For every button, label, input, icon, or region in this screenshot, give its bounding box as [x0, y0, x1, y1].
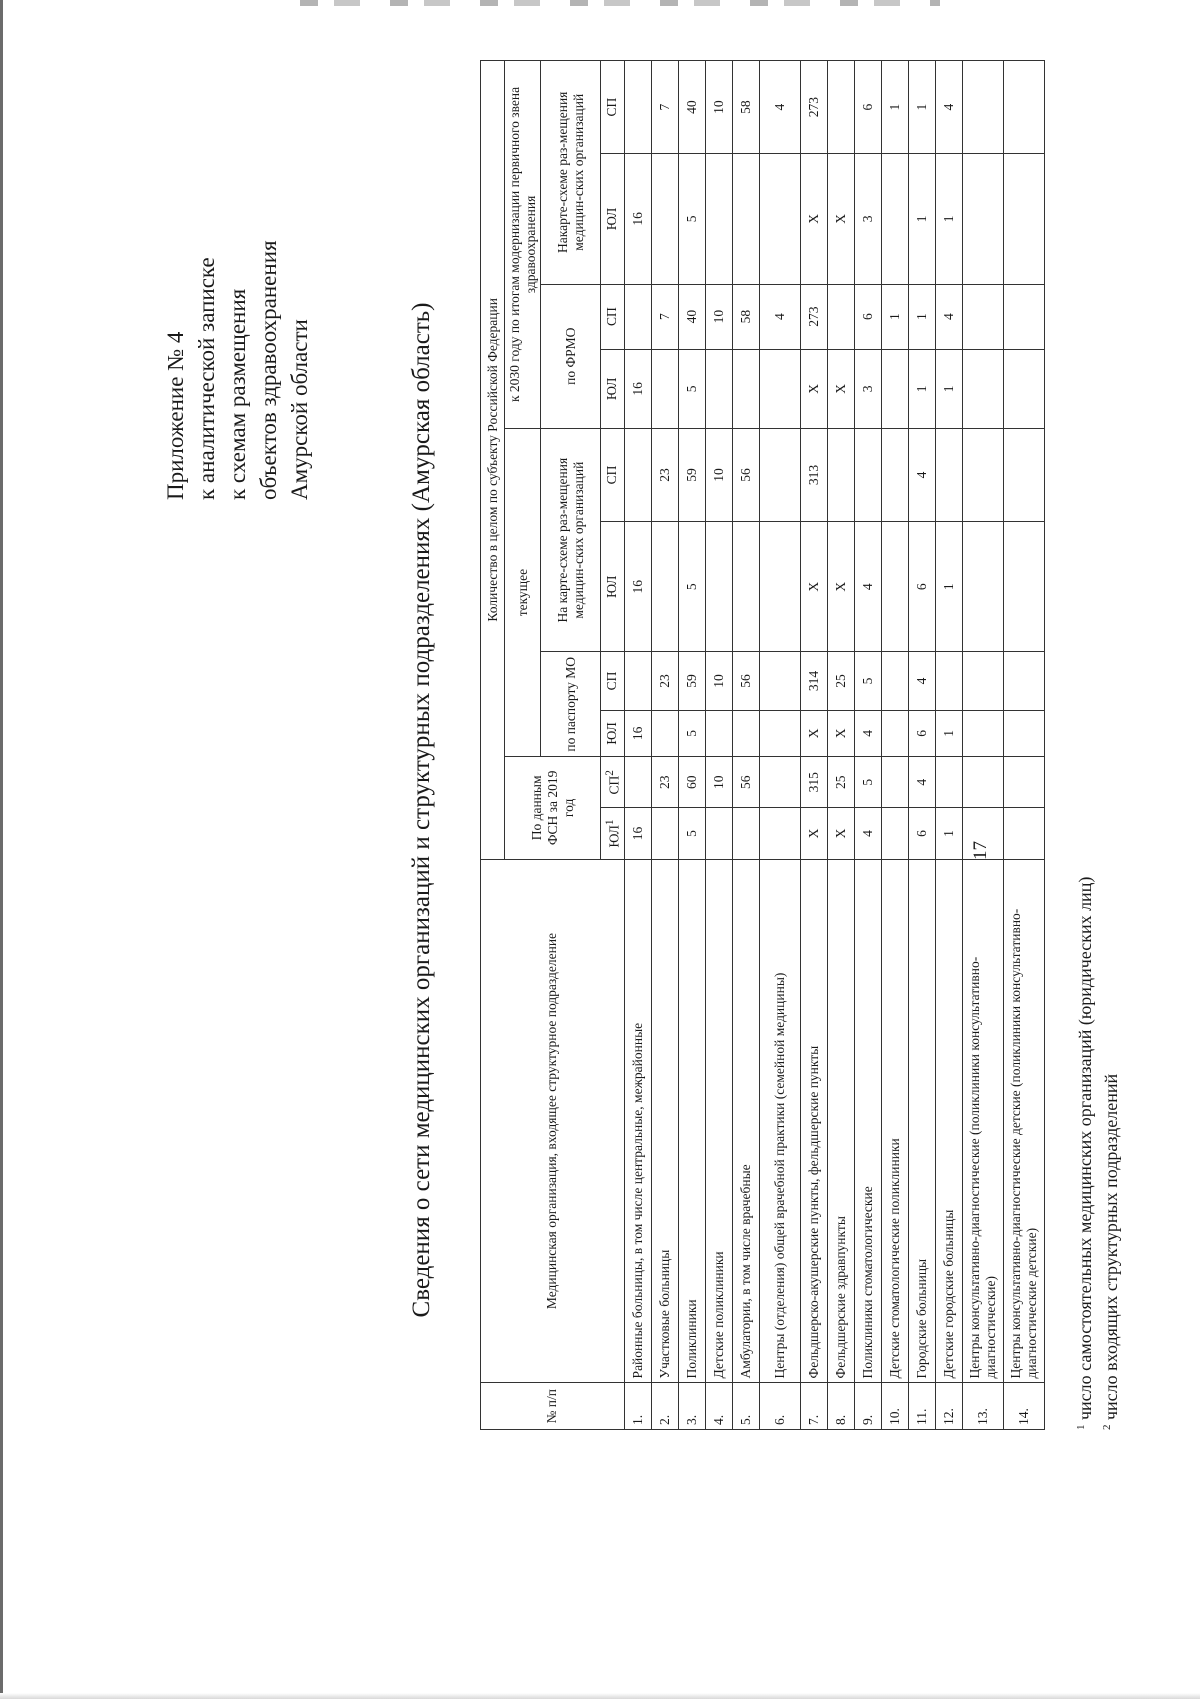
- cell-ul: [759, 154, 800, 284]
- cell-ul: [759, 808, 800, 859]
- scan-bottom-edge: [0, 1693, 1200, 1699]
- cell-sp: [1003, 652, 1044, 710]
- cell-ul: 4: [854, 710, 881, 757]
- header-num: № п/п: [481, 1383, 625, 1430]
- table-row: [908, 61, 935, 1430]
- cell-sp: [759, 652, 800, 710]
- cell-sp: 273: [800, 284, 827, 349]
- cell-sp: [827, 284, 854, 349]
- header-sp: СП: [601, 284, 625, 349]
- cell-ul: [881, 154, 908, 284]
- table-row: [800, 61, 827, 1430]
- cell-sp: 273: [800, 61, 827, 154]
- cell-ul: 5: [678, 710, 705, 757]
- row-number: 4.: [705, 1383, 732, 1430]
- footnote-text: число самостоятельных медицинских организаций (юридических лиц): [1075, 876, 1095, 1420]
- cell-sp: 1: [881, 284, 908, 349]
- header-passport: по паспорту МО: [541, 652, 601, 757]
- cell-ul: Х: [827, 808, 854, 859]
- cell-sp: 313: [800, 428, 827, 521]
- header-sp: [601, 757, 625, 808]
- cell-sp: 4: [935, 284, 962, 349]
- cell-ul: [651, 710, 678, 757]
- scan-left-edge: [0, 0, 3, 1699]
- cell-sp: [1003, 61, 1044, 154]
- cell-sp: 58: [732, 284, 759, 349]
- cell-ul: [732, 154, 759, 284]
- cell-sp: 10: [705, 61, 732, 154]
- cell-ul: [1003, 522, 1044, 652]
- cell-sp: [624, 757, 651, 808]
- cell-sp: 4: [759, 284, 800, 349]
- cell-ul: Х: [827, 710, 854, 757]
- cell-ul: 3: [854, 349, 881, 428]
- row-organization-name: Центры консультативно-диагностические детские (поликлиники консультативно-диагностические детские): [1003, 859, 1044, 1383]
- cell-ul: [881, 349, 908, 428]
- header-ul: ЮЛ: [601, 349, 625, 428]
- table-row: [705, 61, 732, 1430]
- cell-ul: [962, 808, 1003, 859]
- cell-ul: Х: [827, 522, 854, 652]
- cell-ul: [732, 522, 759, 652]
- cell-ul: [732, 710, 759, 757]
- cell-ul: [705, 349, 732, 428]
- header-ul: [601, 808, 625, 859]
- table-row: [624, 61, 651, 1430]
- footnote-ref-2: 2: [604, 770, 616, 776]
- header-ul: ЮЛ: [601, 154, 625, 284]
- cell-ul: [1003, 808, 1044, 859]
- cell-sp: 315: [800, 757, 827, 808]
- cell-sp: 6: [854, 284, 881, 349]
- cell-ul: 6: [908, 710, 935, 757]
- cell-sp: [881, 428, 908, 521]
- footnote-ref-1: 1: [604, 819, 616, 826]
- cell-ul: [881, 710, 908, 757]
- row-organization-name: Амбулатории, в том числе врачебные: [732, 859, 759, 1383]
- cell-sp: 25: [827, 652, 854, 710]
- cell-sp: 10: [705, 652, 732, 710]
- rotated-document-sheet: [40, 60, 1121, 1580]
- cell-sp: [624, 652, 651, 710]
- cell-ul: [1003, 154, 1044, 284]
- cell-sp: [881, 757, 908, 808]
- header-ul: ЮЛ: [601, 710, 625, 757]
- cell-sp: 56: [732, 757, 759, 808]
- table-row: [854, 61, 881, 1430]
- scan-top-artifact: [300, 0, 940, 6]
- header-sp: СП: [601, 652, 625, 710]
- table-row: [651, 61, 678, 1430]
- cell-sp: 4: [908, 757, 935, 808]
- appendix-line: объектов здравоохранения: [256, 240, 281, 500]
- cell-sp: 6: [854, 61, 881, 154]
- row-number: 12.: [935, 1383, 962, 1430]
- row-number: 8.: [827, 1383, 854, 1430]
- cell-ul: [705, 710, 732, 757]
- table-row: [732, 61, 759, 1430]
- cell-ul: 6: [908, 808, 935, 859]
- cell-ul: 16: [624, 154, 651, 284]
- footnote-2: [1096, 130, 1122, 1430]
- row-organization-name: Центры (отделения) общей врачебной практики (семейной медицины): [759, 859, 800, 1383]
- footnote-text: число входящих структурных подразделений: [1101, 1073, 1121, 1420]
- row-organization-name: Городские больницы: [908, 859, 935, 1383]
- cell-ul: 5: [678, 349, 705, 428]
- row-organization-name: Центры консультативно-диагностические (поликлиники консультативно-диагностические): [962, 859, 1003, 1383]
- cell-ul: 5: [678, 522, 705, 652]
- cell-ul: Х: [800, 522, 827, 652]
- header-fsn: По данным ФСН за 2019 год: [505, 757, 601, 859]
- cell-sp: [881, 652, 908, 710]
- header-map-target: Накарте-схеме раз-мещения медицин-ских организаций: [541, 61, 601, 285]
- document-title: Сведения о сети медицинских организаций и структурных подразделениях (Амурская область): [408, 302, 435, 1318]
- cell-sp: 5: [854, 757, 881, 808]
- cell-ul: 1: [908, 349, 935, 428]
- cell-ul: 4: [854, 522, 881, 652]
- footnote-mark: 1: [1075, 1424, 1087, 1430]
- header-organization: Медицинская организация, входящее структурное подразделение: [481, 859, 625, 1383]
- cell-sp: [624, 61, 651, 154]
- cell-ul: [759, 710, 800, 757]
- header-ul-label: ЮЛ: [606, 825, 622, 848]
- cell-sp: 4: [935, 61, 962, 154]
- table-row: [1003, 61, 1044, 1430]
- header-current: текущее: [505, 428, 541, 756]
- cell-ul: Х: [800, 710, 827, 757]
- header-target-2030: к 2030 году по итогам модернизации первичного звена здравоохранения: [505, 61, 541, 429]
- cell-ul: 1: [935, 710, 962, 757]
- cell-ul: 3: [854, 154, 881, 284]
- table-row: [759, 61, 800, 1430]
- cell-ul: [1003, 710, 1044, 757]
- cell-sp: 25: [827, 757, 854, 808]
- header-sp-label: СП: [606, 775, 622, 795]
- cell-ul: 1: [935, 349, 962, 428]
- cell-ul: [1003, 349, 1044, 428]
- row-organization-name: Районные больницы, в том числе центральные, межрайонные: [624, 859, 651, 1383]
- cell-sp: 58: [732, 61, 759, 154]
- cell-ul: [759, 522, 800, 652]
- cell-ul: [651, 349, 678, 428]
- appendix-note: [160, 80, 315, 500]
- row-number: 14.: [1003, 1383, 1044, 1430]
- table-row: [678, 61, 705, 1430]
- appendix-line: к аналитической записке: [194, 257, 219, 500]
- cell-ul: [705, 154, 732, 284]
- cell-sp: 4: [759, 61, 800, 154]
- cell-ul: 1: [908, 154, 935, 284]
- cell-sp: [624, 284, 651, 349]
- cell-ul: 4: [854, 808, 881, 859]
- header-ul: ЮЛ: [601, 522, 625, 652]
- cell-sp: [962, 652, 1003, 710]
- cell-sp: [1003, 757, 1044, 808]
- cell-ul: [759, 349, 800, 428]
- cell-ul: 5: [678, 808, 705, 859]
- row-organization-name: Поликлиники: [678, 859, 705, 1383]
- cell-ul: 5: [678, 154, 705, 284]
- table-row: [827, 61, 854, 1430]
- row-number: 10.: [881, 1383, 908, 1430]
- cell-sp: [1003, 428, 1044, 521]
- cell-ul: [962, 154, 1003, 284]
- cell-ul: [705, 808, 732, 859]
- cell-ul: Х: [800, 808, 827, 859]
- row-number: 5.: [732, 1383, 759, 1430]
- cell-sp: 5: [854, 652, 881, 710]
- page-number: 17: [970, 841, 991, 860]
- row-organization-name: Детские стоматологические поликлиники: [881, 859, 908, 1383]
- cell-sp: 314: [800, 652, 827, 710]
- cell-sp: [962, 284, 1003, 349]
- cell-sp: 23: [651, 652, 678, 710]
- cell-ul: Х: [800, 349, 827, 428]
- cell-sp: [935, 652, 962, 710]
- row-number: 11.: [908, 1383, 935, 1430]
- cell-ul: 1: [935, 522, 962, 652]
- row-number: 1.: [624, 1383, 651, 1430]
- row-organization-name: Фельдшерско-акушерские пункты, фельдшерские пункты: [800, 859, 827, 1383]
- header-total: Количество в целом по субъекту Российской Федерации: [481, 61, 505, 860]
- cell-ul: Х: [827, 349, 854, 428]
- cell-sp: 59: [678, 652, 705, 710]
- row-number: 13.: [962, 1383, 1003, 1430]
- cell-ul: 16: [624, 808, 651, 859]
- cell-sp: 23: [651, 428, 678, 521]
- cell-sp: 10: [705, 757, 732, 808]
- header-sp: СП: [601, 428, 625, 521]
- cell-ul: [881, 808, 908, 859]
- row-number: 2.: [651, 1383, 678, 1430]
- row-number: 7.: [800, 1383, 827, 1430]
- cell-sp: 4: [908, 652, 935, 710]
- cell-ul: 16: [624, 710, 651, 757]
- cell-sp: [624, 428, 651, 521]
- cell-ul: 6: [908, 522, 935, 652]
- cell-ul: [962, 522, 1003, 652]
- cell-ul: Х: [827, 154, 854, 284]
- header-frmo: по ФРМО: [541, 284, 601, 428]
- cell-sp: [962, 61, 1003, 154]
- cell-ul: [732, 349, 759, 428]
- cell-sp: 40: [678, 61, 705, 154]
- row-organization-name: Фельдшерские здравпункты: [827, 859, 854, 1383]
- cell-ul: Х: [800, 154, 827, 284]
- footnote-1: [1070, 130, 1096, 1430]
- table-row: [935, 61, 962, 1430]
- footnotes: [1070, 130, 1122, 1430]
- row-organization-name: Детские городские больницы: [935, 859, 962, 1383]
- cell-ul: 16: [624, 349, 651, 428]
- cell-ul: [881, 522, 908, 652]
- cell-sp: [962, 757, 1003, 808]
- cell-sp: [935, 428, 962, 521]
- cell-sp: [1003, 284, 1044, 349]
- cell-sp: [759, 757, 800, 808]
- cell-ul: 1: [935, 154, 962, 284]
- appendix-line: Приложение № 4: [163, 331, 188, 500]
- cell-sp: [827, 61, 854, 154]
- table-row: [962, 61, 1003, 1430]
- row-number: 3.: [678, 1383, 705, 1430]
- cell-sp: [759, 428, 800, 521]
- cell-ul: 16: [624, 522, 651, 652]
- cell-sp: 1: [881, 61, 908, 154]
- cell-ul: [732, 808, 759, 859]
- cell-ul: [962, 349, 1003, 428]
- appendix-line: Амурской области: [287, 319, 312, 500]
- cell-sp: 56: [732, 428, 759, 521]
- footnote-mark: 2: [1101, 1424, 1113, 1430]
- cell-ul: [705, 522, 732, 652]
- cell-ul: [962, 710, 1003, 757]
- cell-sp: [827, 428, 854, 521]
- cell-sp: 40: [678, 284, 705, 349]
- table-row: [881, 61, 908, 1430]
- row-number: 9.: [854, 1383, 881, 1430]
- cell-sp: 4: [908, 428, 935, 521]
- cell-ul: [651, 808, 678, 859]
- cell-ul: 1: [935, 808, 962, 859]
- appendix-line: к схемам размещения: [225, 288, 250, 500]
- row-organization-name: Поликлиники стоматологические: [854, 859, 881, 1383]
- cell-sp: [854, 428, 881, 521]
- cell-sp: 10: [705, 428, 732, 521]
- cell-sp: 7: [651, 61, 678, 154]
- row-number: 6.: [759, 1383, 800, 1430]
- cell-ul: [651, 522, 678, 652]
- cell-sp: 60: [678, 757, 705, 808]
- header-map-current: На карте-схеме раз-мещения медицин-ских организаций: [541, 428, 601, 652]
- cell-sp: 59: [678, 428, 705, 521]
- header-sp: СП: [601, 61, 625, 154]
- cell-sp: 1: [908, 284, 935, 349]
- row-organization-name: Участковые больницы: [651, 859, 678, 1383]
- cell-sp: 1: [908, 61, 935, 154]
- cell-sp: 10: [705, 284, 732, 349]
- cell-ul: [651, 154, 678, 284]
- cell-sp: [935, 757, 962, 808]
- row-organization-name: Детские поликлиники: [705, 859, 732, 1383]
- facilities-table: [480, 60, 1045, 1430]
- cell-sp: 56: [732, 652, 759, 710]
- cell-sp: [962, 428, 1003, 521]
- cell-sp: 7: [651, 284, 678, 349]
- cell-sp: 23: [651, 757, 678, 808]
